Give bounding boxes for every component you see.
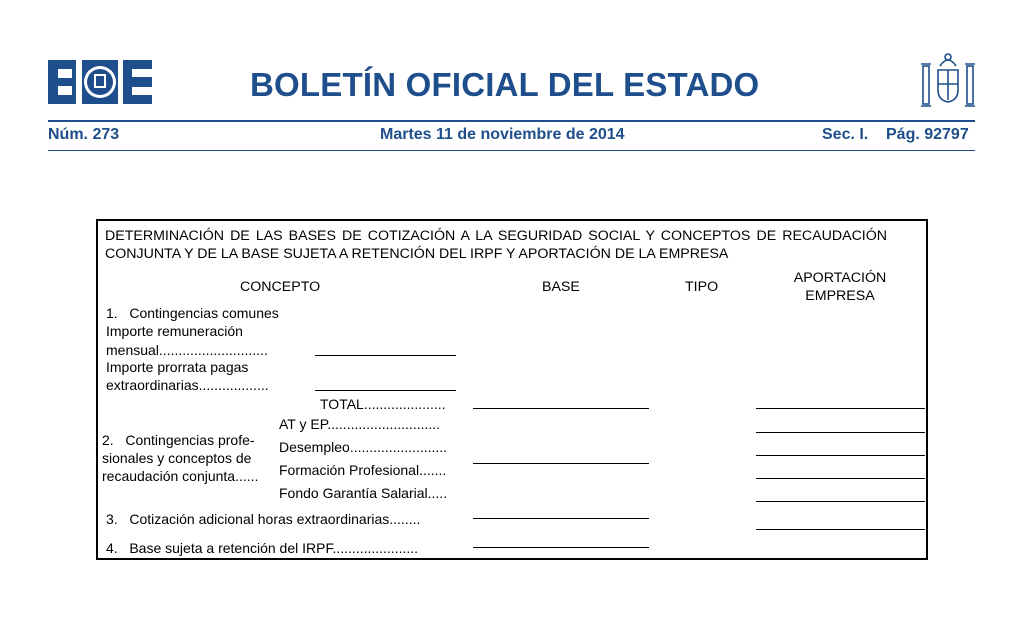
section2-base-line[interactable] xyxy=(473,463,649,464)
section4-base-line[interactable] xyxy=(473,547,649,548)
section2-title-line1: 2. Contingencias profe- xyxy=(102,432,255,448)
coat-of-arms-icon xyxy=(920,52,976,110)
form-heading-line2: CONJUNTA Y DE LA BASE SUJETA A RETENCIÓN DEL IRPF Y APORTACIÓN DE LA EMPRESA xyxy=(105,246,729,262)
fogasa-aportacion-line[interactable] xyxy=(756,501,925,502)
issue-number: Núm. 273 xyxy=(48,126,120,143)
total-label: TOTAL..................... xyxy=(320,396,446,412)
formacion-label: Formación Profesional....... xyxy=(279,462,447,478)
prorrata-field-line[interactable] xyxy=(315,390,456,391)
formacion-aportacion-line[interactable] xyxy=(756,478,925,479)
section-label: Sec. I. xyxy=(822,126,869,143)
section3-aportacion-line[interactable] xyxy=(756,529,925,530)
column-aportacion-line2: EMPRESA xyxy=(805,288,875,304)
page-number: Pág. 92797 xyxy=(886,126,969,143)
prorrata-label-line2: extraordinarias.................. xyxy=(106,377,269,393)
column-base: BASE xyxy=(542,279,580,295)
issue-date: Martes 11 de noviembre de 2014 xyxy=(380,126,625,143)
section3-label: 3. Cotización adicional horas extraordinarias........ xyxy=(106,511,421,527)
meta-divider xyxy=(48,150,975,151)
total-aportacion-line[interactable] xyxy=(756,408,925,409)
total-base-line[interactable] xyxy=(473,408,649,409)
section4-label: 4. Base sujeta a retención del IRPF...................... xyxy=(106,540,419,556)
remuneracion-label-line1: Importe remuneración xyxy=(106,323,243,339)
section2-title-line2: sionales y conceptos de xyxy=(102,450,252,466)
remuneracion-label-line2: mensual............................ xyxy=(106,342,268,358)
boe-logo xyxy=(48,60,152,104)
section2-title-line3: recaudación conjunta...... xyxy=(102,468,259,484)
prorrata-label-line1: Importe prorrata pagas xyxy=(106,359,249,375)
remuneracion-field-line[interactable] xyxy=(315,355,456,356)
column-concepto: CONCEPTO xyxy=(240,279,321,295)
form-heading-line1: DETERMINACIÓN DE LAS BASES DE COTIZACIÓN A LA SEGURIDAD SOCIAL Y CONCEPTOS DE RECAUDACIÓN xyxy=(105,228,888,244)
desempleo-aportacion-line[interactable] xyxy=(756,455,925,456)
fogasa-label: Fondo Garantía Salarial..... xyxy=(279,485,448,501)
header-divider xyxy=(48,120,975,122)
column-tipo: TIPO xyxy=(685,279,719,295)
desempleo-label: Desempleo......................... xyxy=(279,439,448,455)
section1-title: 1. Contingencias comunes xyxy=(106,305,279,321)
column-aportacion-line1: APORTACIÓN xyxy=(793,270,887,286)
at-ep-aportacion-line[interactable] xyxy=(756,432,925,433)
at-ep-label: AT y EP............................. xyxy=(279,416,441,432)
page-title: BOLETÍN OFICIAL DEL ESTADO xyxy=(250,66,760,103)
section3-base-line[interactable] xyxy=(473,518,649,519)
